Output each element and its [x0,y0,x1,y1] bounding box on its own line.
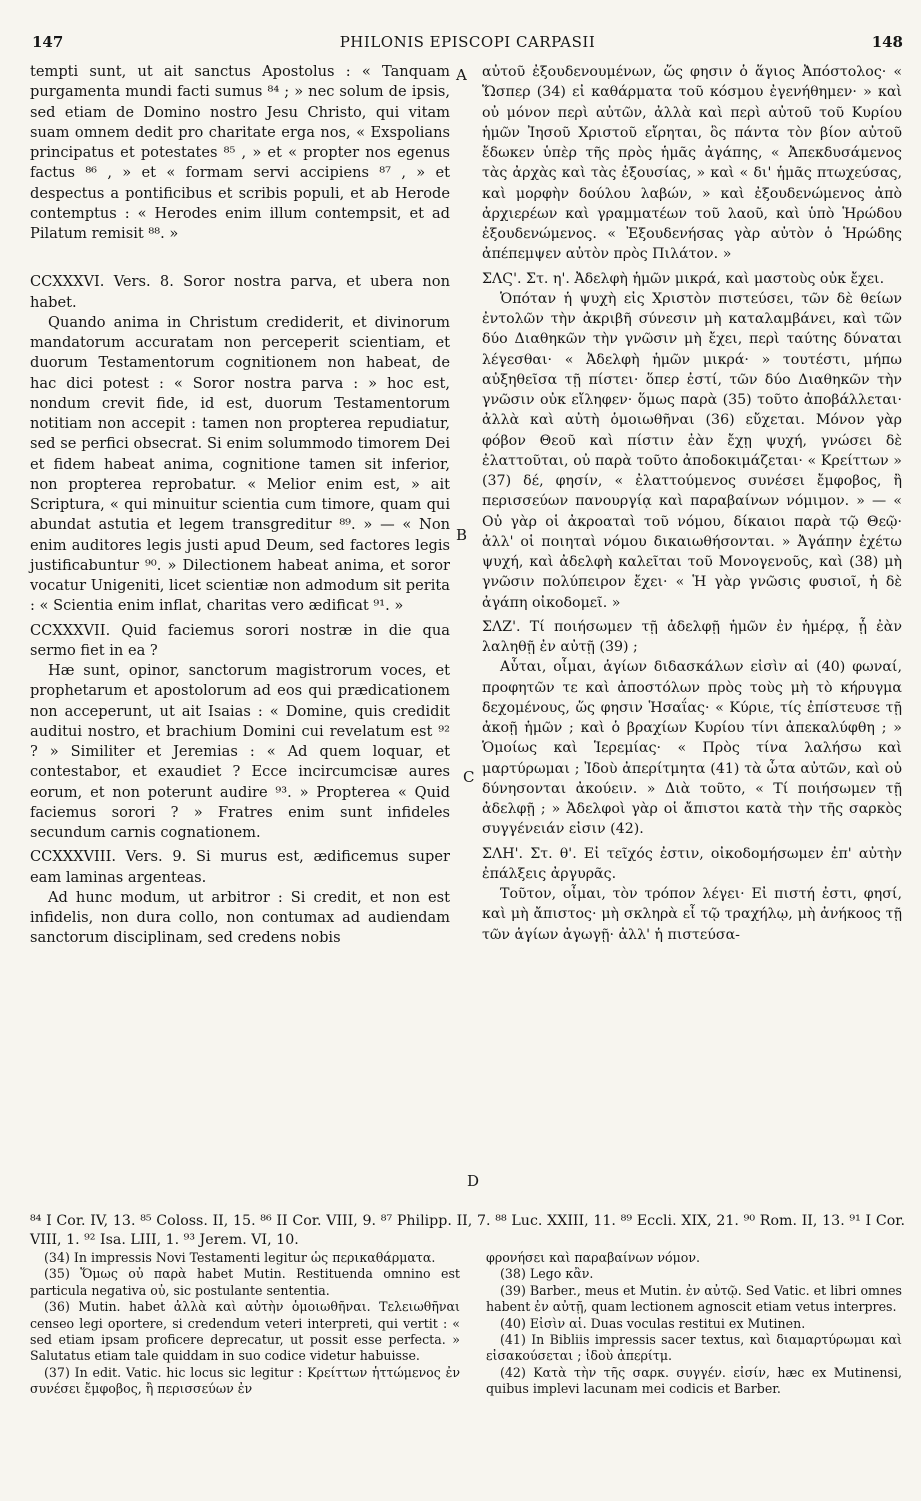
running-header [30,33,905,59]
section-heading: CCXXXVI. Vers. 8. Soror nostra parva, et ubera non habet. [30,273,450,311]
running-title: PHILONIS EPISCOPI CARPASII [339,33,596,51]
section-heading: ΣΛΖ'. Τί ποιήσωμεν τῇ ἀδελφῇ ἡμῶν ἐν ἡμέρᾳ, ᾗ ἐὰν λαληθῇ ἐν αὐτῇ (39) ; [482,618,902,655]
note: (42) Κατὰ τὴν τῆς σαρκ. συγγέν. εἰσίν, hæc ex Mutinensi, quibus implevi lacunam mei codicis et Barber. [486,1364,902,1397]
section-body: Ad hunc modum, ut arbitror : Si credit, et non est infidelis, non dura collo, non contumax ad audiendam sanctorum disciplinam, sed credens nobis [30,888,450,947]
note: (39) Barber., meus et Mutin. ἐν αὐτῷ. Sed Vatic. et libri omnes habent ἐν αὐτῇ, quam lectionem agnoscit etiam vetus interpres. [486,1282,902,1315]
section-body: Ὁπόταν ἡ ψυχὴ εἰς Χριστὸν πιστεύσει, τῶν δὲ θείων ἐντολῶν τὴν ἀκριβῆ σύνεσιν μὴ καταλαμβάνει, καὶ τῶν δύο Διαθηκῶν τὴν γνῶσιν μὴ ἔχει, περὶ ταύτης δύναται λέγεσθαι· « Ἀδελφὴ ἡμῶν μικρά· » τουτέστι, μήπω αὐξηθεῖσα τῇ πίστει· ὅπερ ἐστί, τῶν δύο Διαθηκῶν τὴν γνῶσιν οὐκ εἴληφεν· ὅμως παρὰ (35) τοῦτο ἀποβάλλεται· ἀλλὰ καὶ αὐτὴ ὁμοιωθῆναι (36) εὔχεται. Μόνον γὰρ φόβον Θεοῦ καὶ πίστιν ἐὰν ἔχῃ ψυχή, γνώσει δὲ ἐλαττοῦται, οὐ παρὰ τοῦτο ἀποδοκιμάζεται· « Κρείττων » (37) δέ, φησίν, « ἐλαττούμενος συνέσει ἔμφοβος, ἢ περισσεύων πανουργίᾳ καὶ παραβαίνων νόμιμον. » — « Οὐ γὰρ οἱ ἀκροαταὶ τοῦ νόμου, δίκαιοι παρὰ τῷ Θεῷ· ἀλλ' οἱ ποιηταὶ νόμου δικαιωθήσονται. » Ἀγάπην ἐχέτω ψυχή, καὶ ἀδελφὴ καλεῖται τοῦ Μονογενοῦς, καὶ (38) μὴ γνῶσιν πολύπειρον ἔχει· « Ἡ γὰρ γνῶσις φυσιοῖ, ἡ δὲ ἀγάπη οἰκοδομεῖ. » [482,290,902,611]
note: (38) Lego κἂν. [500,1266,594,1282]
margin-letter-a: A [456,66,467,84]
greek-section-236 [482,269,902,613]
latin-section-238 [30,847,450,948]
latin-column [30,62,450,949]
section-body: Hæ sunt, opinor, sanctorum magistrorum voces, et prophetarum et apostolorum ad eos qui prædicationem non acceperunt, ut ait Isaias : « Domine, quis credidit auditui nostro, et brachium Domini cui revelatum est ⁹² ? » Similiter et Jeremias : « Ad quem loquar, et contestabor, et exaudiet ? Ecce incircumcisæ aures eorum, et non poterunt audire ⁹³. » Propterea « Quid faciemus sorori ? » Fratres enim sunt infideles secundum carnis cognationem. [30,662,450,841]
section-body: Quando anima in Christum crediderit, et divinorum mandatorum accuratam non perceperit scientiam, et duorum Testamentorum cognitionem non habeat, de hac dici potest : « Soror nostra parva : » hoc est, nondum crevit fide, id est, duorum Testamentorum notitiam non accepit : tamen non propterea repudiatur, sed se perfici obsecrat. Si enim solummodo timorem Dei et fidem habeat anima, cognitione tamen sit inferior, non propterea reprobatur. « Melior enim est, » ait Scriptura, « qui minuitur scientia cum timore, quam qui abundat astutia et legem transgreditur ⁸⁹. » — « Non enim auditores legis justi apud Deum, sed factores legis justificabuntur ⁹⁰. » Dilectionem habeat anima, et soror vocatur Unigeniti, licet scientiæ non admodum sit perita : « Scientia enim inflat, charitas vero ædificat ⁹¹. » [30,313,450,615]
margin-letter-d: D [467,1172,480,1190]
greek-column [482,62,902,945]
note: (40) Εἰσὶν αἱ. Duas voculas restitui ex Mutinen. [500,1315,806,1331]
section-body: Αὗται, οἶμαι, ἁγίων διδασκάλων εἰσὶν αἱ (40) φωναί, προφητῶν τε καὶ ἀποστόλων πρὸς τοὺς μὴ τὸ κήρυγμα δεχομένους, ὥς φησιν Ἡσαΐας· « Κύριε, τίς ἐπίστευσε τῇ ἀκοῇ ἡμῶν ; καὶ ὁ βραχίων Κυρίου τίνι ἀπεκαλύφθη ; » Ὁμοίως καὶ Ἱερεμίας· « Πρὸς τίνα λαλήσω καὶ μαρτύρωμαι ; Ἰδοὺ ἀπερίτμητα (41) τὰ ὦτα αὐτῶν, καὶ οὐ δύνησονται ἀκούειν. » Διὰ τοῦτο, « Τί ποιήσωμεν τῇ ἀδελφῇ ; » Ἀδελφοὶ γὰρ οἱ ἄπιστοι κατὰ τὴν τῆς σαρκὸς συγγένειάν εἰσιν (42). [482,659,902,838]
note: (37) In edit. Vatic. hic locus sic legitur : Κρείττων ἡττώμενος ἐν συνέσει ἔμφοβος, ἢ περισσεύων ἐν [30,1364,460,1397]
latin-section-237 [30,621,450,844]
notes-right [486,1250,902,1398]
note: (34) In impressis Novi Testamenti legitur ὡς περικαθάρματα. [44,1250,436,1265]
margin-letter-b: B [456,526,468,544]
scripture-references: ⁸⁴ I Cor. IV, 13. ⁸⁵ Coloss. II, 15. ⁸⁶ II Cor. VIII, 9. ⁸⁷ Philipp. II, 7. ⁸⁸ Luc. XXIII, 11. ⁸⁹ Eccli. XIX, 21. ⁹⁰ Rom. II, 13. ⁹¹ I Cor. VIII, 1. ⁹² Isa. LIII, 1. ⁹³ Jerem. VI, 10. [30,1213,905,1248]
notes-left [30,1250,460,1398]
page-number-right: 148 [871,33,903,51]
section-heading: ΣΛΗ'. Στ. θ'. Εἰ τεῖχός ἐστιν, οἰκοδομήσωμεν ἐπ' αὐτὴν ἐπάλξεις ἀργυρᾶς. [482,845,902,882]
latin-section-236 [30,272,450,616]
section-body: Τοῦτον, οἶμαι, τὸν τρόπον λέγει· Εἰ πιστή ἐστι, φησί, καὶ μὴ ἄπιστος· μὴ σκληρὰ εἶ τῷ τραχήλῳ, μὴ ἀνήκοος τῇ τῶν ἁγίων ἀγωγῇ· ἀλλ' ἡ πιστεύσα- [482,886,902,943]
greek-section-237 [482,617,902,840]
greek-section-238 [482,844,902,945]
page-number-left: 147 [32,33,64,51]
margin-letter-c: C [463,768,475,786]
note: (36) Mutin. habet ἀλλὰ καὶ αὐτὴν ὁμοιωθῆναι. Τελειωθῆναι censeo legi oportere, si credendum veteri interpreti, qui vertit : « sed etiam ipsam proficere deprecatur, ut possit esse perfecta. » Salutatus etiam tale quiddam in suo codice videtur habuisse. [30,1299,460,1364]
greek-intro: αὐτοῦ ἐξουδενουμένων, ὥς φησιν ὁ ἅγιος Ἀπόστολος· « Ὥσπερ (34) εἰ καθάρματα τοῦ κόσμου ἐγενήθημεν· » καὶ οὐ μόνον περὶ αὐτῶν, ἀλλὰ καὶ περὶ αὐτοῦ τοῦ Κυρίου ἡμῶν Ἰησοῦ Χριστοῦ εἴρηται, ὃς πάντα τὸν βίον αὐτοῦ ἔδωκεν ὑπὲρ τῆς πρὸς ἡμᾶς ἀγάπης, « Ἀπεκδυσάμενος τὰς ἀρχὰς καὶ τὰς ἐξουσίας, » καὶ « δι' ἡμᾶς πτωχεύσας, καὶ μορφὴν δούλου λαβών, » καὶ ἐξουδενώμενος ἀπὸ ἀρχιερέων καὶ γραμματέων τοῦ λαοῦ, καὶ ὑπὸ Ἡρώδου ἐξουδενώμενος. « Ἐξουδενήσας γὰρ αὐτὸν ὁ Ἡρώδης ἀπέπεμψεν αὐτὸν πρὸς Πιλάτον. » [482,64,902,263]
section-heading: ΣΛϚ'. Στ. η'. Ἀδελφὴ ἡμῶν μικρά, καὶ μαστοὺς οὐκ ἔχει. [482,270,885,287]
section-heading: CCXXXVII. Quid faciemus sorori nostræ in die qua sermo fiet in ea ? [30,621,450,659]
note: (35) Ὅμως οὐ παρὰ habet Mutin. Restituenda omnino est particula negativa οὐ, sic postulante sententia. [30,1266,460,1298]
section-heading: CCXXXVIII. Vers. 9. Si murus est, ædificemus super eam laminas argenteas. [30,848,450,886]
note: (41) In Bibliis impressis sacer textus, καὶ διαμαρτύρωμαι καὶ εἰσακούσεται ; ἰδοὺ ἀπερίτμ. [486,1332,902,1364]
note: φρονήσει καὶ παραβαίνων νόμον. [486,1250,701,1265]
latin-intro: tempti sunt, ut ait sanctus Apostolus : « Tanquam purgamenta mundi facti sumus ⁸⁴ ; » nec solum de ipsis, sed etiam de Domino nostro Jesu Christo, qui vitam suam omnem dedit pro charitate erga nos, « Exspolians principatus et potestates ⁸⁵ , » et « propter nos egenus factus ⁸⁶ , » et « formam servi accipiens ⁸⁷ , » et despectus a pontificibus et scribis populi, et ab Herode contemptus : « Herodes enim illum contempsit, et ad Pilatum remisit ⁸⁸. » [30,63,450,242]
